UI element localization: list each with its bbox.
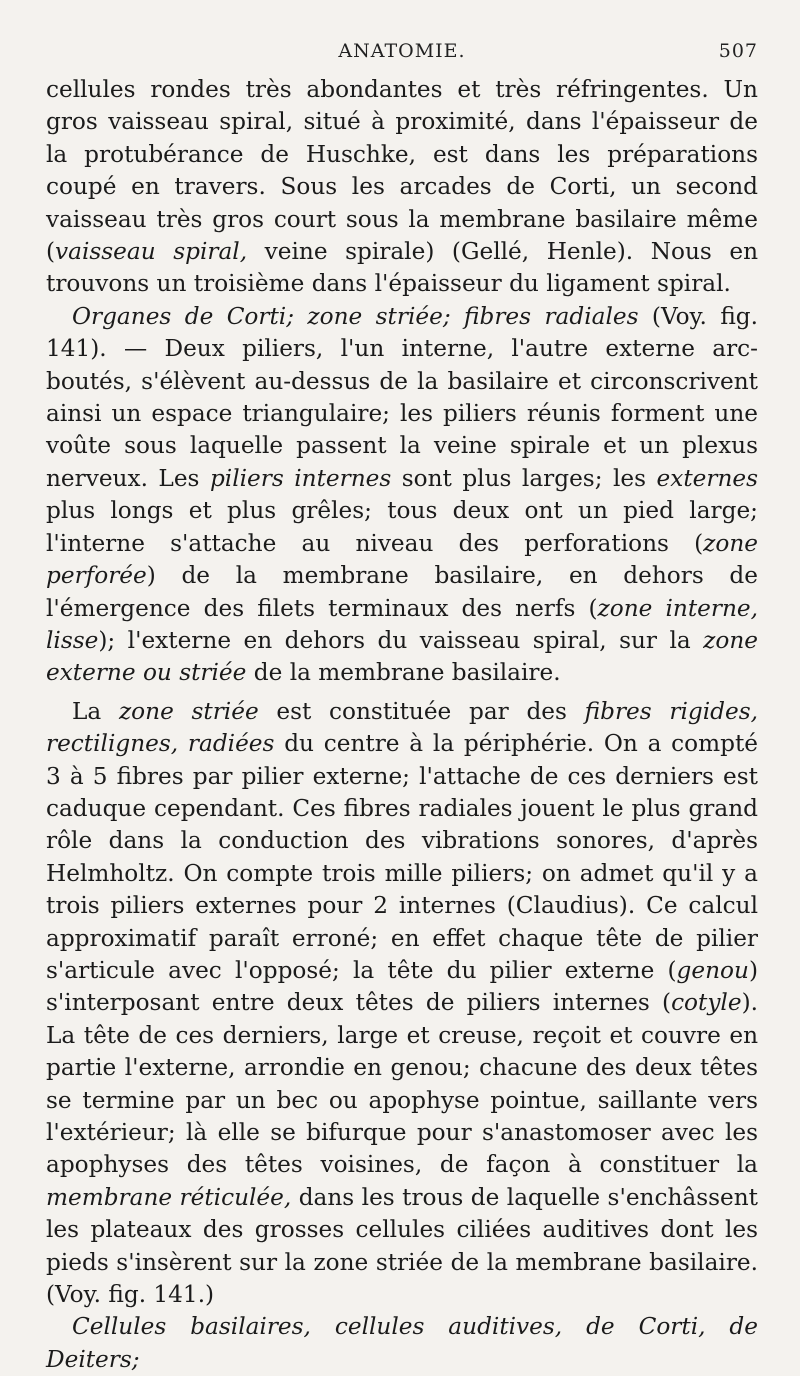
paragraph-3: La zone striée est constituée par des fibres rigides, rectilignes, radiées du centre à la périphérie. On a compté 3 à 5 fibres par pilier externe; l'attache de ces derniers est caduque cependant. Ces fibres radiales jouent le plus grand rôle dans la conduction des vibrations sonores, d'après Helmholtz. On compte trois mille piliers; on admet qu'il y a trois piliers externes pour 2 internes (Claudius). Ce calcul approximatif paraît erroné; en effet chaque tête de pilier s'articule avec l'opposé; la tête du pilier externe (genou) s'interposant entre deux têtes de piliers internes (cotyle). La tête de ces derniers, large et creuse, reçoit et couvre en partie l'externe, arrondie en genou; chacune des deux têtes se termine par un bec ou apophyse pointue, saillante vers l'extérieur; là elle se bifurque pour s'anastomoser avec les apophyses des têtes voisines, de façon à constituer la membrane réticulée, dans les trous de laquelle s'enchâssent les plateaux des grosses cellules ciliées auditives dont les pieds s'insèrent sur la zone striée de la membrane basilaire. (Voy. fig. 141.) [46, 697, 758, 1309]
page-number: 507 [718, 40, 758, 62]
paragraph-4: Cellules basilaires, cellules auditives, de Corti, de Deiters; [46, 1313, 758, 1373]
running-title: ANATOMIE. [338, 40, 466, 62]
running-header [46, 38, 758, 74]
page-body [46, 74, 758, 1376]
paragraph-1: cellules rondes très abondantes et très réfringentes. Un gros vaisseau spiral, situé à proximité, dans l'épaisseur de la protubérance de Huschke, est dans les préparations coupé en travers. Sous les arcades de Corti, un second vaisseau très gros court sous la membrane basilaire même (vaisseau spiral, veine spirale) (Gellé, Henle). Nous en trouvons un troisième dans l'épaisseur du ligament spiral. [46, 76, 759, 298]
paragraph-2: Organes de Corti; zone striée; fibres radiales (Voy. fig. 141). — Deux piliers, l'un interne, l'autre externe arc-boutés, s'élèvent au-dessus de la basilaire et circonscrivent ainsi un espace triangulaire; les piliers réunis forment une voûte sous laquelle passent la veine spirale et un plexus nerveux. Les piliers internes sont plus larges; les externes plus longs et plus grêles; tous deux ont un pied large; l'interne s'attache au niveau des perforations (zone perforée) de la membrane basilaire, en dehors de l'émergence des filets terminaux des nerfs (zone interne, lisse); l'externe en dehors du vaisseau spiral, sur la zone externe ou striée de la membrane basilaire. [46, 302, 758, 687]
